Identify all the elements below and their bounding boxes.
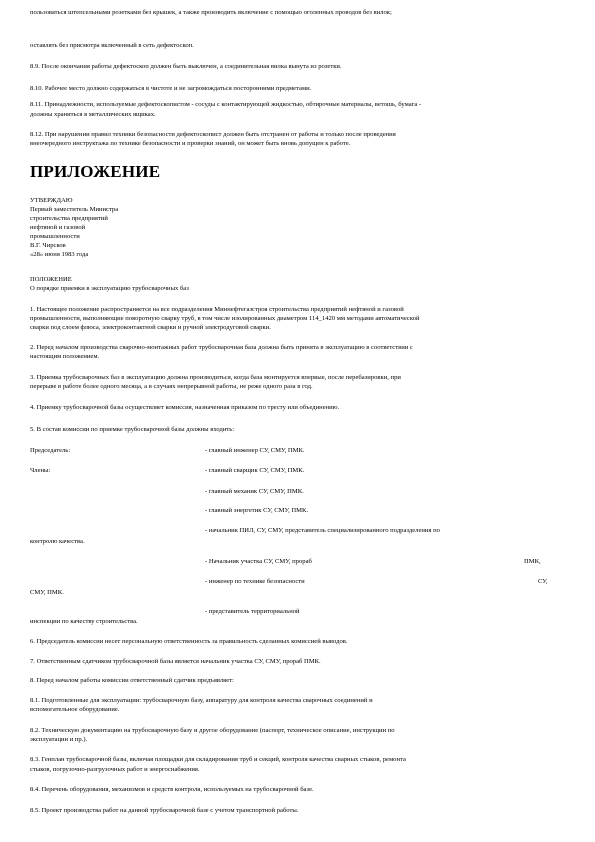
paragraph-2-line1: 2. Перед началом производства сварочно-монтажных работ трубосварочная база должна быть принята в эксплуатацию в соответствии с (30, 344, 413, 351)
appendix-heading: ПРИЛОЖЕНИЕ (30, 162, 161, 181)
paragraph-8-1-line1: 8.1. Подготовленные для эксплуатации: трубосварочную базу, аппаратуру для контроля качества сварочных соединений и (30, 697, 373, 704)
text-line: пользоваться штепсельными розетками без крышек, а также производить включение с помощью оголенных проводов без вилок; (30, 9, 392, 16)
paragraph-5: 5. В состав комиссии по приемке трубосварочной базы должны входить: (30, 426, 235, 433)
member-line: СУ, (538, 578, 548, 585)
paragraph-8-3-line1: 8.3. Генплан трубосварочной базы, включая площадки для складирования труб и секций, контроля качества сварных стыков, ремонта (30, 756, 406, 763)
member-line: - главный сварщик СУ, СМУ, ПМК. (205, 467, 305, 474)
approve-line: нефтяной и газовой (30, 224, 86, 231)
paragraph-8-11-line2: должны храниться в металлических ящиках. (30, 111, 156, 118)
paragraph-1-line1: 1. Настоящее положение распространяется на все подразделения Миннефтегазстроя строительства предприятий нефтяной и газовой (30, 306, 404, 313)
paragraph-7: 7. Ответственным сдатчиком трубосварочной базы является начальник участка СУ, СМУ, прораб ПМК. (30, 658, 321, 665)
approve-line: Первый заместитель Министра (30, 206, 119, 213)
paragraph-8-9: 8.9. После окончания работы дефектоскоп должен быть выключен, а соединительная вилка вынута из розетки. (30, 63, 342, 70)
member-line: контролю качества. (30, 538, 85, 545)
member-line: инспекции по качеству строительства. (30, 618, 138, 625)
chair-label: Председатель: (30, 447, 71, 454)
paragraph-8-4: 8.4. Перечень оборудования, механизмов и средств контроля, используемых на трубосварочной базе. (30, 786, 314, 793)
paragraph-3-line2: перерыве в работе более одного месяца, а в случаях непрерывной работы, не реже одного раза в год. (30, 383, 313, 390)
document-title: ПОЛОЖЕНИЕ (30, 276, 72, 283)
paragraph-8-1-line2: вспомогательное оборудование. (30, 706, 120, 713)
approve-line: строительства предприятий (30, 215, 108, 222)
paragraph-3-line1: 3. Приемка трубосварочных баз в эксплуатацию должна производиться, когда база монтируется впервые, после перебазировки, при (30, 374, 401, 381)
member-line: - главный энергетик СУ, СМУ, ПМК. (205, 507, 309, 514)
paragraph-8-3-line2: стыков, погрузочно-разгрузочных работ и энергоснабжения. (30, 766, 200, 773)
member-line: - Начальник участка СУ, СМУ, прораб (205, 558, 312, 565)
paragraph-8-12-line1: 8.12. При нарушении правил техники безопасности дефектоскопист должен быть отстранен от работы и только после проведения (30, 131, 396, 138)
paragraph-8: 8. Перед началом работы комиссии ответственный сдатчик предъявляет: (30, 677, 234, 684)
members-label: Члены: (30, 467, 51, 474)
paragraph-8-2-line2: эксплуатации и пр.). (30, 736, 88, 743)
chair-value: - главный инженер СУ, СМУ, ПМК. (205, 447, 305, 454)
member-line: СМУ, ПМК. (30, 589, 64, 596)
member-line: - инженер по технике безопасности (205, 578, 305, 585)
member-line: - начальник ПИЛ, СУ, СМУ, представитель специализированного подразделения по (205, 527, 440, 534)
paragraph-8-11-line1: 8.11. Принадлежности, используемые дефектоскопистом - сосуды с контактирующей жидкостью, обтирочные материалы, ветошь, бумага - (30, 101, 422, 108)
paragraph-4: 4. Приемку трубосварочной базы осуществляет комиссия, назначенная приказом по тресту или объединению. (30, 404, 340, 411)
paragraph-8-12-line2: внеочередного инструктажа по технике безопасности и проверки знаний, он может быть вновь допущен к работе. (30, 140, 351, 147)
paragraph-2-line2: настоящим положением. (30, 353, 100, 360)
paragraph-8-5: 8.5. Проект производства работ на данной трубосварочной базе с учетом транспортной работы. (30, 807, 299, 814)
paragraph-6: 6. Председатель комиссии несет персональную ответственность за правильность сделанных комиссией выводов. (30, 638, 348, 645)
paragraph-1-line2: промышленности, выполняющие поворотную сварку труб, в том числе изолированных диаметром 114_1420 мм методами автоматической (30, 315, 420, 322)
paragraph-8-10: 8.10. Рабочее место должно содержаться в чистоте и не загромождаться посторонними предметами. (30, 85, 312, 92)
approve-line: УТВЕРЖДАЮ (30, 197, 73, 204)
approve-line: В.Г. Чирсков (30, 242, 66, 249)
paragraph-8-2-line1: 8.2. Техническую документацию на трубосварочную базу и другое оборудование (паспорт, техническое описание, инструкции по (30, 727, 395, 734)
approve-line: «28» июня 1983 года (30, 251, 89, 258)
member-line: - представитель территориальной (205, 608, 300, 615)
member-line: ПМК, (524, 558, 541, 565)
member-line: - главный механик СУ, СМУ, ПМК. (205, 488, 304, 495)
document-subtitle: О порядке приемки в эксплуатацию трубосварочных баз (30, 285, 189, 292)
paragraph-1-line3: сварки под слоем флюса, электроконтактной сварки и ручной электродуговой сварки. (30, 324, 271, 331)
text-line: оставлять без присмотра включенный в сеть дефектоскоп. (30, 42, 194, 49)
approve-line: промышленности (30, 233, 80, 240)
